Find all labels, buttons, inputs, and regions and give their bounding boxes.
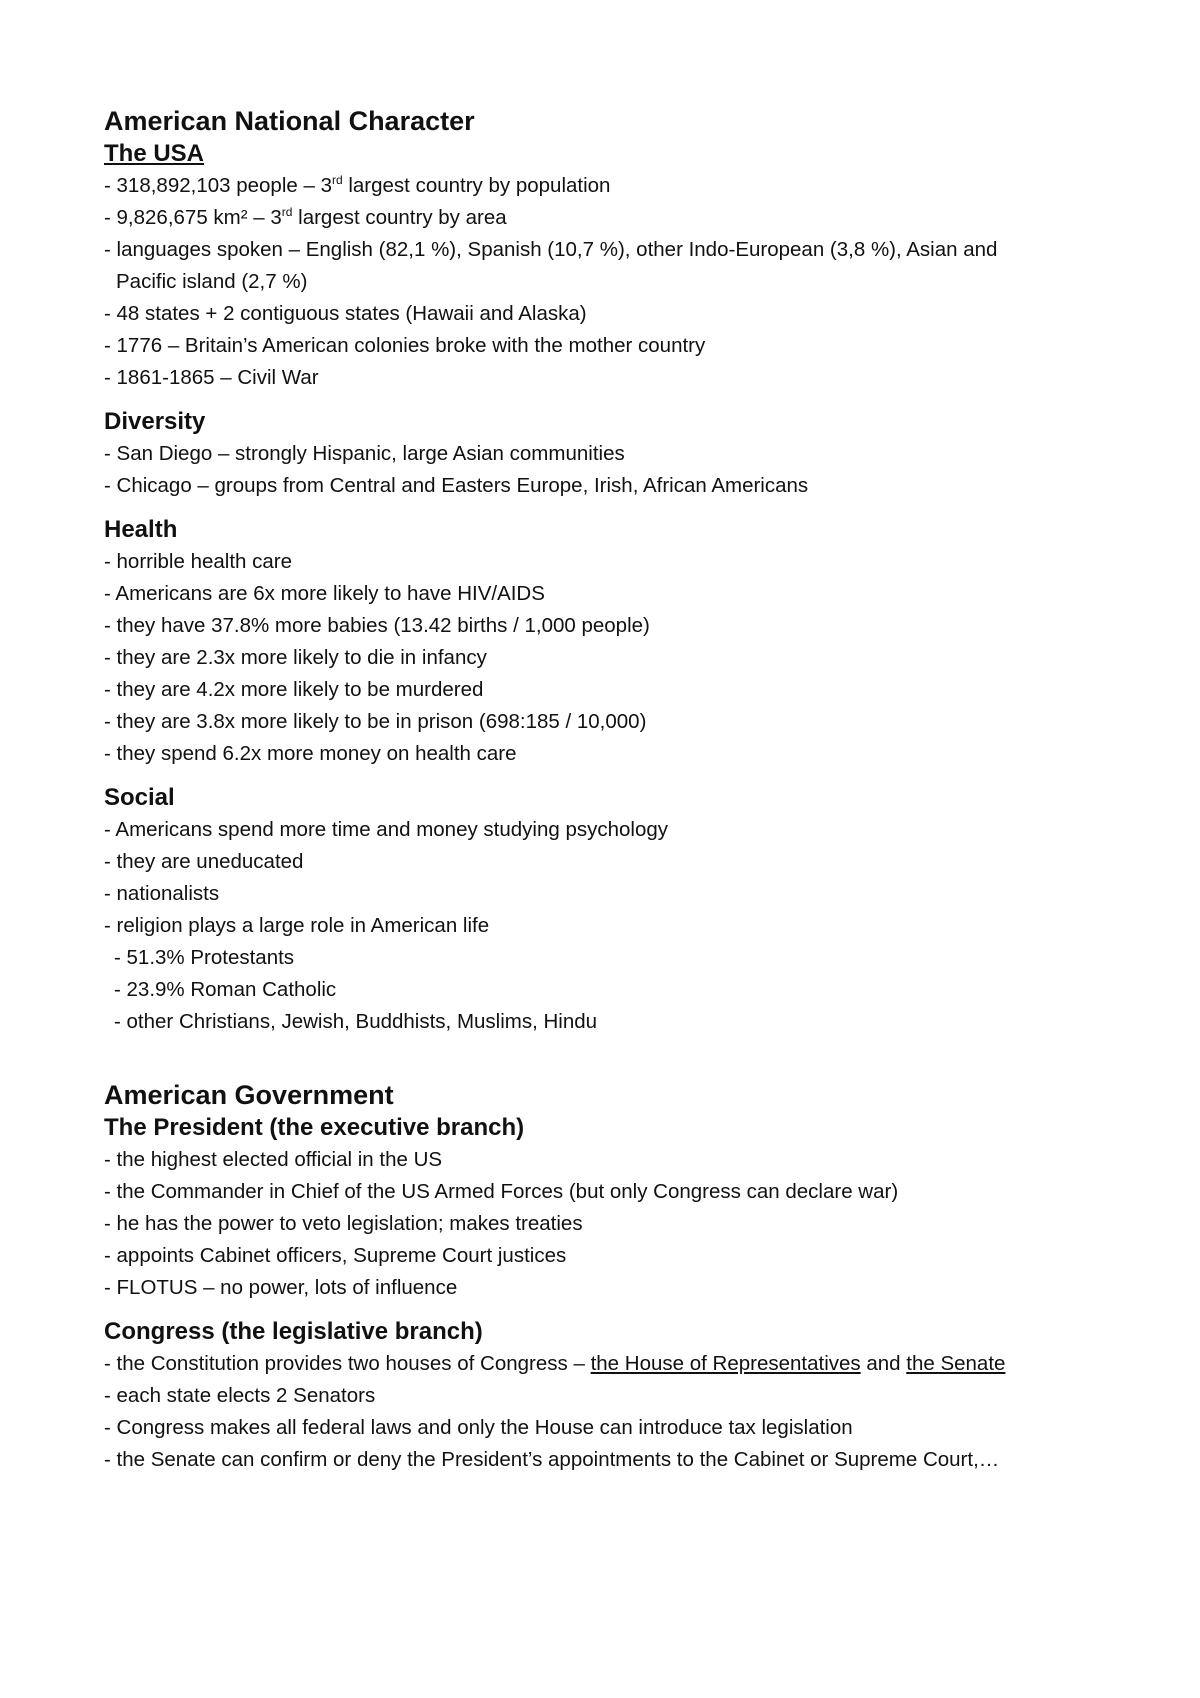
list-item: - they are 2.3x more likely to die in infancy [104, 646, 487, 669]
list-item: - each state elects 2 Senators [104, 1384, 376, 1407]
diversity-list [104, 438, 1104, 502]
list-item: - the Senate can confirm or deny the President’s appointments to the Cabinet or Supreme Court,… [104, 1448, 1000, 1471]
list-item: - FLOTUS – no power, lots of influence [104, 1276, 458, 1299]
list-item: - Chicago – groups from Central and Easters Europe, Irish, African Americans [104, 474, 809, 497]
list-item: - the Commander in Chief of the US Armed Forces (but only Congress can declare war) [104, 1180, 899, 1203]
religion-item: - 23.9% Roman Catholic [114, 978, 337, 1001]
list-item: - nationalists [104, 882, 220, 905]
heading-the-usa: The USA [104, 140, 205, 167]
heading-social: Social [104, 784, 175, 811]
usa-civil-war-line: - 1861-1865 – Civil War [104, 366, 319, 389]
usa-facts-list [104, 170, 1104, 394]
health-list [104, 546, 1104, 770]
usa-population-line: - 318,892,103 people – 3rd largest country by population [104, 173, 611, 197]
religion-item: - 51.3% Protestants [114, 946, 295, 969]
list-item: - San Diego – strongly Hispanic, large Asian communities [104, 442, 625, 465]
usa-languages-line: - languages spoken – English (82,1 %), Spanish (10,7 %), other Indo-European (3,8 %), Asian and [104, 238, 998, 261]
list-item: - Americans are 6x more likely to have HIV/AIDS [104, 582, 545, 605]
section-title-national-character: American National Character [104, 106, 475, 136]
list-item: - he has the power to veto legislation; makes treaties [104, 1212, 583, 1235]
senate-text: the Senate [906, 1352, 1006, 1375]
heading-congress: Congress (the legislative branch) [104, 1318, 483, 1345]
usa-area-line: - 9,826,675 km² – 3rd largest country by area [104, 205, 507, 229]
social-list [104, 814, 1104, 1038]
list-item: - horrible health care [104, 550, 293, 573]
list-item: - the highest elected official in the US [104, 1148, 443, 1171]
heading-diversity: Diversity [104, 408, 206, 435]
list-item: - Americans spend more time and money studying psychology [104, 818, 669, 841]
heading-president: The President (the executive branch) [104, 1114, 525, 1141]
section-title-government: American Government [104, 1080, 394, 1110]
heading-health: Health [104, 516, 178, 543]
usa-states-line: - 48 states + 2 contiguous states (Hawaii and Alaska) [104, 302, 587, 325]
list-item: - Congress makes all federal laws and only the House can introduce tax legislation [104, 1416, 853, 1439]
list-item: - appoints Cabinet officers, Supreme Court justices [104, 1244, 567, 1267]
religion-item: - other Christians, Jewish, Buddhists, Muslims, Hindu [114, 1010, 598, 1033]
list-item: - they have 37.8% more babies (13.42 births / 1,000 people) [104, 614, 650, 637]
usa-languages-line-continued: Pacific island (2,7 %) [116, 270, 308, 293]
congress-houses-line: - the Constitution provides two houses of Congress – the House of Representatives and the Senate [104, 1352, 1006, 1375]
house-of-representatives-text: the House of Representatives [590, 1352, 861, 1375]
list-item: - they are 3.8x more likely to be in prison (698:185 / 10,000) [104, 710, 647, 733]
document-page [104, 104, 1104, 1476]
president-list [104, 1144, 1104, 1304]
list-item: - they are uneducated [104, 850, 304, 873]
list-item: - they are 4.2x more likely to be murdered [104, 678, 484, 701]
list-item: - religion plays a large role in American life [104, 914, 490, 937]
list-item: - they spend 6.2x more money on health care [104, 742, 517, 765]
congress-list [104, 1348, 1104, 1476]
usa-1776-line: - 1776 – Britain’s American colonies broke with the mother country [104, 334, 706, 357]
